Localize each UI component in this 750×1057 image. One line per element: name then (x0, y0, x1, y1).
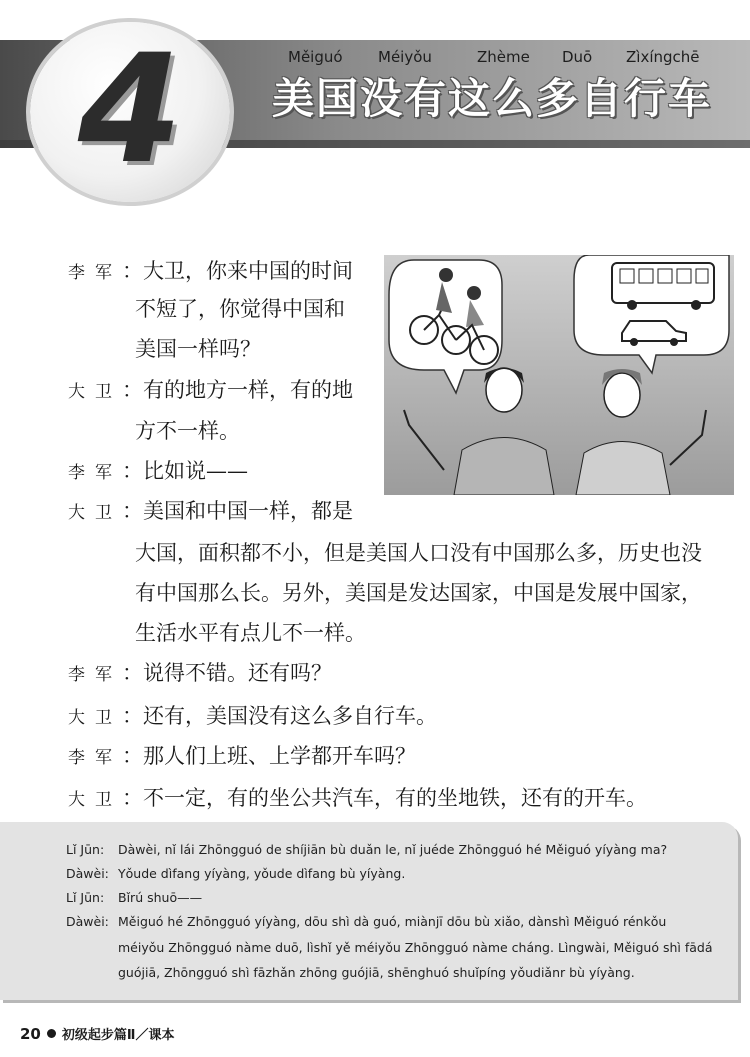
speaker-label: 大卫 (68, 708, 122, 728)
bullet-dot-icon (47, 1029, 56, 1038)
dialogue-line: 大卫：美国和中国一样，都是 (68, 498, 353, 526)
pinyin-line: Bǐrú shuō—— (118, 890, 203, 905)
speaker-label: 大卫 (68, 790, 122, 810)
dialogue-line: 大卫：还有，美国没有这么多自行车。 (68, 703, 437, 731)
pinyin-line: Měiguó hé Zhōngguó yíyàng, dōu shì dà guó, miànjī dōu bù xiǎo, dànshì Měiguó rénkǒu (118, 914, 667, 929)
dialogue-line: 李军：比如说—— (68, 458, 248, 486)
title-pinyin-word: Měiguó (288, 48, 343, 66)
dialogue-text: 还有，美国没有这么多自行车。 (143, 704, 437, 728)
dialogue-text: 有中国那么长。另外，美国是发达国家，中国是发展中国家， (135, 581, 702, 605)
dialogue-text: 美国和中国一样，都是 (143, 499, 353, 523)
title-pinyin-word: Duō (562, 48, 593, 66)
title-pinyin-word: Méiyǒu (378, 48, 432, 66)
dialogue-text: 大国，面积都不小，但是美国人口没有中国那么多，历史也没 (135, 541, 702, 565)
book-title: 初级起步篇Ⅱ／课本 (61, 1028, 175, 1043)
title-pinyin (270, 48, 740, 68)
dialogue-text: 大卫，你来中国的时间 (143, 259, 353, 283)
speaker-label: 大卫 (68, 503, 122, 523)
dialogue-text: 比如说—— (143, 459, 248, 483)
pinyin-line: Dàwèi, nǐ lái Zhōngguó de shíjiān bù duǎn le, nǐ juéde Zhōngguó hé Měiguó yíyàng ma? (118, 842, 668, 857)
title-pinyin-word: Zhème (477, 48, 530, 66)
dialogue-line: 大卫：有的地方一样，有的地 (68, 377, 353, 405)
dialogue-text: 有的地方一样，有的地 (143, 378, 353, 402)
dialogue-line: 大卫：不一定，有的坐公共汽车，有的坐地铁，还有的开车。 (68, 785, 647, 813)
speaker-label: 李军 (68, 665, 122, 685)
speaker-label: 李军 (68, 748, 122, 768)
dialogue-text: 那人们上班、上学都开车吗？ (143, 744, 416, 768)
pinyin-speaker: Lǐ Jūn: (66, 890, 105, 905)
dialogue-text: 不短了，你觉得中国和 (135, 297, 345, 321)
bus-icon (612, 263, 714, 310)
dialogue-line: 李军：那人们上班、上学都开车吗？ (68, 743, 416, 771)
dialogue-text: 方不一样。 (135, 419, 240, 443)
title-pinyin-word: Zìxíngchē (626, 48, 700, 66)
pinyin-speaker: Lǐ Jūn: (66, 842, 105, 857)
page-footer (20, 1024, 174, 1043)
dialogue-text: 说得不错。还有吗？ (143, 661, 332, 685)
lesson-number-badge (30, 22, 230, 202)
lesson-title: 美国没有这么多自行车 (272, 74, 713, 123)
pinyin-line: guójiā, Zhōngguó shì fāzhǎn zhōng guójiā, shēnghuó shuǐpíng yǒudiǎnr bù yíyàng. (118, 965, 635, 980)
page-number: 20 (20, 1025, 41, 1043)
dialogue-text: 不一定，有的坐公共汽车，有的坐地铁，还有的开车。 (143, 786, 647, 810)
lesson-number: 4 (77, 23, 183, 197)
dialogue-line: 李军：大卫，你来中国的时间 (68, 258, 353, 286)
dialogue-text: 生活水平有点儿不一样。 (135, 621, 366, 645)
pinyin-line: Yǒude dìfang yíyàng, yǒude dìfang bù yíyàng. (118, 866, 406, 881)
speaker-label: 李军 (68, 463, 122, 483)
pinyin-line: méiyǒu Zhōngguó nàme duō, lìshǐ yě méiyǒu Zhōngguó nàme cháng. Lìngwài, Měiguó shì fādá (118, 940, 713, 955)
dialogue-illustration (384, 255, 734, 495)
bus-car-bubble (574, 255, 729, 373)
speaker-label: 大卫 (68, 382, 122, 402)
dialogue-line: 李军：说得不错。还有吗？ (68, 660, 332, 688)
pinyin-speaker: Dàwèi: (66, 866, 109, 881)
dialogue-text: 美国一样吗？ (135, 337, 261, 361)
pinyin-speaker: Dàwèi: (66, 914, 109, 929)
speaker-label: 李军 (68, 263, 122, 283)
